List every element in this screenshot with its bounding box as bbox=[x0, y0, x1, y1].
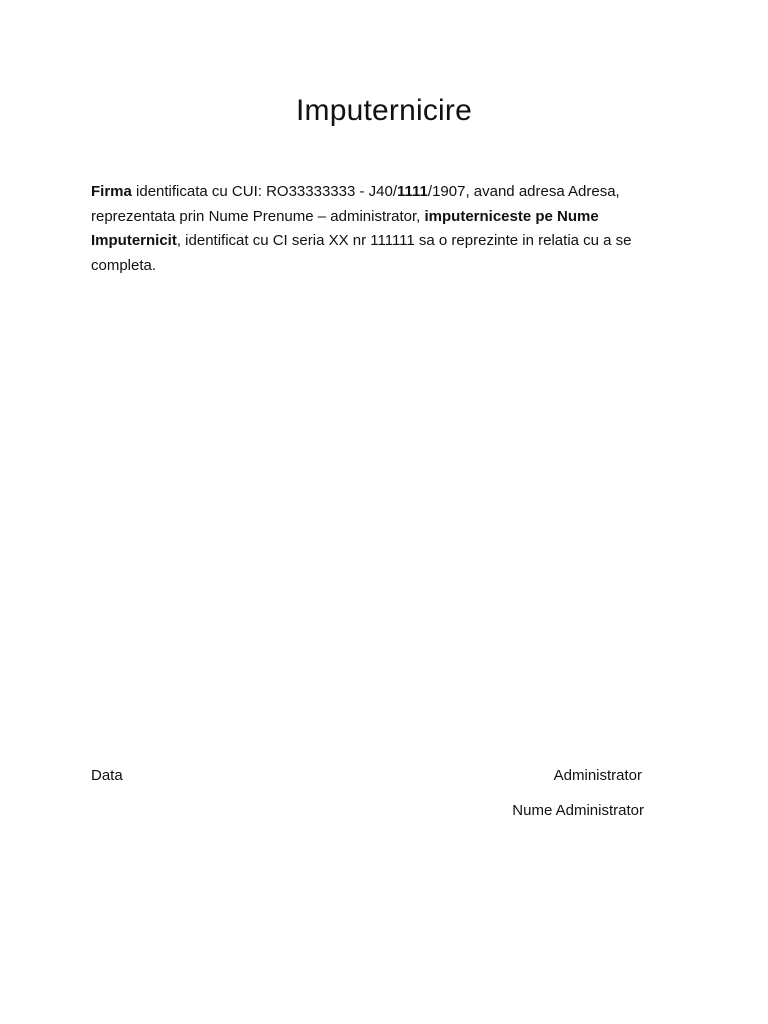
company-details: identificata cu CUI: RO33333333 - J40/ bbox=[131, 183, 398, 200]
date-label: Data bbox=[91, 767, 123, 784]
company-label: Firma bbox=[91, 183, 132, 200]
authorized-person: imputerniceste pe Nume Imputernicit bbox=[91, 207, 599, 249]
registry-number: 1111 bbox=[397, 183, 428, 200]
address-representative: /1907, avand adresa Adresa, reprezentata prin Nume Prenume – administrator, bbox=[91, 183, 620, 225]
document-title: Imputernicire bbox=[296, 94, 472, 127]
authorization-paragraph bbox=[91, 180, 681, 278]
authorization-scope: , identificat cu CI seria XX nr 111111 sa o reprezinte in relatia cu a se completa. bbox=[91, 232, 632, 274]
administrator-name: Nume Administrator bbox=[512, 802, 644, 819]
administrator-label: Administrator bbox=[553, 767, 642, 784]
